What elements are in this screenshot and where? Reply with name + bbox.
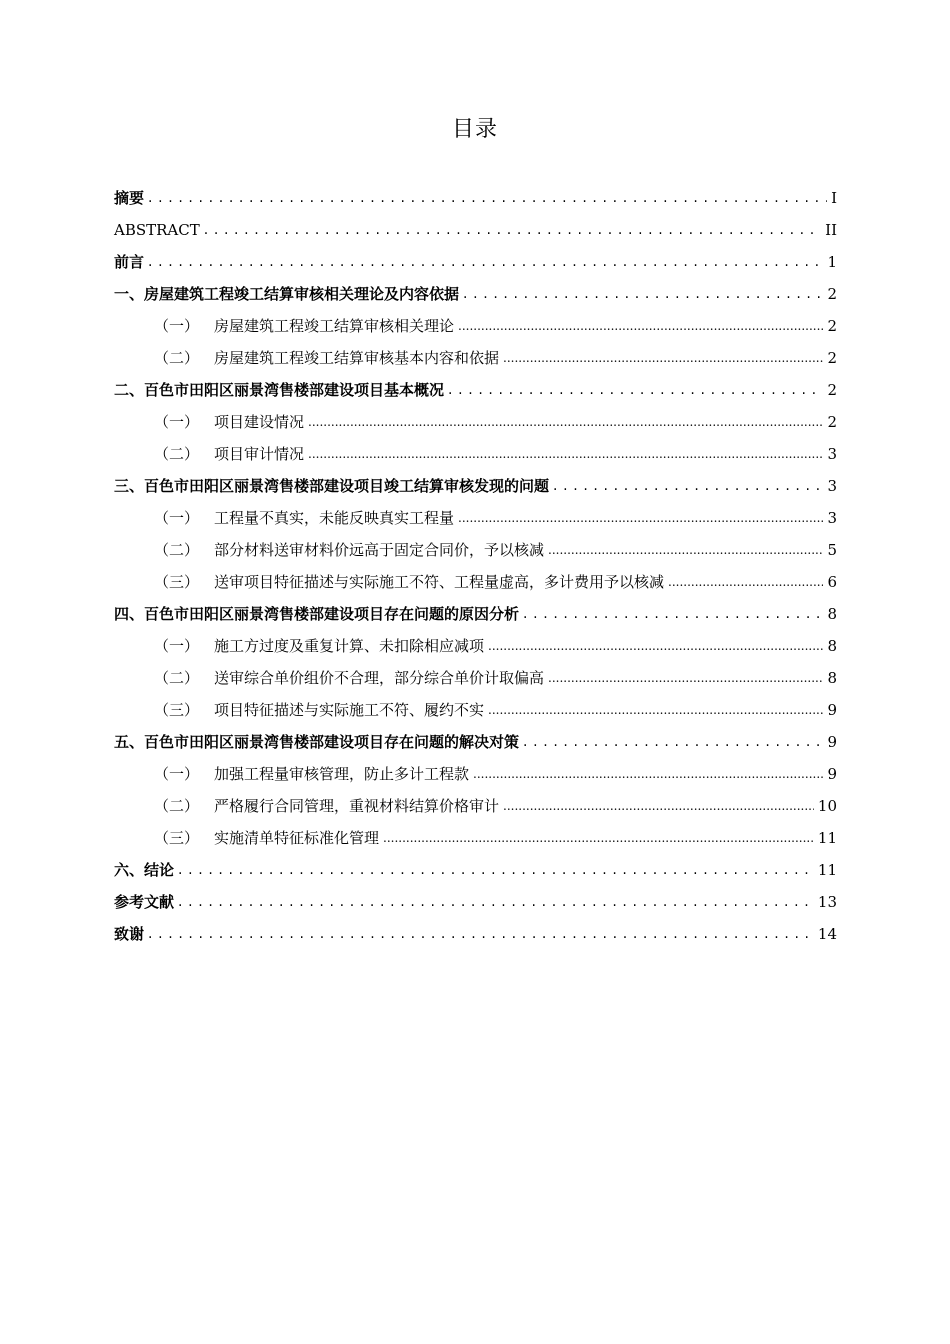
toc-dot-leader [458,310,823,342]
toc-entry-chapter-1[interactable] [114,278,837,310]
toc-entry-section-1-2[interactable] [114,342,837,374]
toc-entry-text: 送审项目特征描述与实际施工不符、工程量虚高，多计费用予以核减 [214,573,665,591]
toc-section-number: （二） [154,445,200,463]
toc-section-number: （二） [154,541,200,559]
toc-entry-references[interactable] [114,886,837,918]
toc-entry-section-3-1[interactable] [114,502,837,534]
toc-entry-chapter-4[interactable] [114,598,837,630]
toc-entry-text: 五、百色市田阳区丽景湾售楼部建设项目存在问题的解决对策 [114,733,520,751]
toc-section-number: （二） [154,797,200,815]
toc-entry-text: 前言 [114,253,145,271]
toc-entry-text: 施工方过度及重复计算、未扣除相应减项 [214,637,485,655]
toc-dot-leader [383,822,814,854]
toc-page-number: 9 [827,733,837,751]
toc-page-number: 3 [827,477,837,495]
toc-entry-section-3-3[interactable] [114,566,837,598]
toc-dot-leader [308,438,823,470]
toc-entry-text: 工程量不真实，未能反映真实工程量 [214,509,455,527]
toc-page-number: 8 [827,605,837,623]
toc-dot-leader [503,342,823,374]
toc-page-number: 6 [827,573,837,591]
toc-dot-leader [178,854,814,886]
toc-entry-text: 项目审计情况 [214,445,305,463]
toc-section-number: （一） [154,509,200,527]
toc-entry-acknowledgements[interactable] [114,918,837,950]
toc-dot-leader [148,182,827,214]
toc-section-number: （三） [154,573,200,591]
toc-dot-leader [448,374,823,406]
page-title: 目录 [451,117,498,142]
toc-entry-text: 二、百色市田阳区丽景湾售楼部建设项目基本概况 [114,381,445,399]
toc-page-number: 14 [817,925,837,943]
toc-page-number: 11 [817,829,837,847]
toc-entry-chapter-2[interactable] [114,374,837,406]
toc-dot-leader [548,534,823,566]
toc-dot-leader [148,246,823,278]
toc-page-number: 8 [827,637,837,655]
toc-section-number: （一） [154,413,200,431]
toc-entry-text: 房屋建筑工程竣工结算审核相关理论 [214,317,455,335]
toc-page-number: 3 [827,509,837,527]
toc-entry-text: 项目特征描述与实际施工不符、履约不实 [214,701,485,719]
toc-entry-text: 三、百色市田阳区丽景湾售楼部建设项目竣工结算审核发现的问题 [114,477,550,495]
toc-dot-leader [463,278,823,310]
toc-entry-text: 严格履行合同管理，重视材料结算价格审计 [214,797,500,815]
toc-section-number: （一） [154,317,200,335]
toc-dot-leader [204,214,821,246]
toc-entry-text: 参考文献 [114,893,175,911]
toc-entry-abstract-cn[interactable] [114,182,837,214]
toc-entry-text: 六、结论 [114,861,175,879]
toc-dot-leader [473,758,823,790]
toc-list [114,182,837,950]
toc-entry-chapter-6[interactable] [114,854,837,886]
toc-entry-section-4-2[interactable] [114,662,837,694]
toc-page-number: 11 [817,861,837,879]
toc-entry-text: 四、百色市田阳区丽景湾售楼部建设项目存在问题的原因分析 [114,605,520,623]
toc-entry-section-5-1[interactable] [114,758,837,790]
toc-section-number: （二） [154,349,200,367]
toc-dot-leader [488,694,823,726]
toc-entry-text: 部分材料送审材料价远高于固定合同价，予以核减 [214,541,545,559]
toc-page-number: I [831,189,837,207]
toc-entry-text: 摘要 [114,189,145,207]
toc-page-number: 10 [817,797,837,815]
toc-page-number: 2 [827,381,837,399]
toc-page-number: 9 [827,765,837,783]
toc-page-number: 8 [827,669,837,687]
toc-section-number: （三） [154,701,200,719]
toc-page-number: 1 [827,253,837,271]
toc-dot-leader [548,662,823,694]
toc-entry-section-4-1[interactable] [114,630,837,662]
toc-entry-section-5-2[interactable] [114,790,837,822]
toc-dot-leader [178,886,814,918]
toc-section-number: （二） [154,669,200,687]
toc-entry-text: 实施清单特征标准化管理 [214,829,380,847]
toc-page-number: II [825,221,837,239]
toc-entry-section-4-3[interactable] [114,694,837,726]
toc-dot-leader [553,470,823,502]
toc-section-number: （一） [154,637,200,655]
toc-entry-text: 一、房屋建筑工程竣工结算审核相关理论及内容依据 [114,285,460,303]
toc-dot-leader [148,918,814,950]
toc-entry-section-1-1[interactable] [114,310,837,342]
toc-entry-abstract-en[interactable] [114,214,837,246]
toc-section-number: （一） [154,765,200,783]
toc-entry-text: 加强工程量审核管理，防止多计工程款 [214,765,470,783]
toc-entry-text: 送审综合单价组价不合理，部分综合单价计取偏高 [214,669,545,687]
toc-entry-chapter-5[interactable] [114,726,837,758]
toc-dot-leader [503,790,814,822]
toc-entry-section-2-1[interactable] [114,406,837,438]
toc-entry-section-3-2[interactable] [114,534,837,566]
toc-section-number: （三） [154,829,200,847]
toc-page-number: 2 [827,349,837,367]
toc-page-number: 2 [827,413,837,431]
toc-entry-section-2-2[interactable] [114,438,837,470]
toc-page-number: 2 [827,317,837,335]
toc-entry-text: 房屋建筑工程竣工结算审核基本内容和依据 [214,349,500,367]
toc-dot-leader [668,566,823,598]
toc-dot-leader [308,406,823,438]
toc-dot-leader [488,630,823,662]
toc-entry-section-5-3[interactable] [114,822,837,854]
toc-page-number: 3 [827,445,837,463]
toc-entry-text: ABSTRACT [114,221,200,239]
toc-page-number: 9 [827,701,837,719]
toc-entry-text: 致谢 [114,925,145,943]
toc-entry-text: 项目建设情况 [214,413,305,431]
toc-dot-leader [458,502,823,534]
toc-dot-leader [523,598,823,630]
toc-entry-preface[interactable] [114,246,837,278]
toc-page-number: 13 [817,893,837,911]
toc-page-number: 5 [827,541,837,559]
toc-entry-chapter-3[interactable] [114,470,837,502]
toc-page-number: 2 [827,285,837,303]
toc-dot-leader [523,726,823,758]
